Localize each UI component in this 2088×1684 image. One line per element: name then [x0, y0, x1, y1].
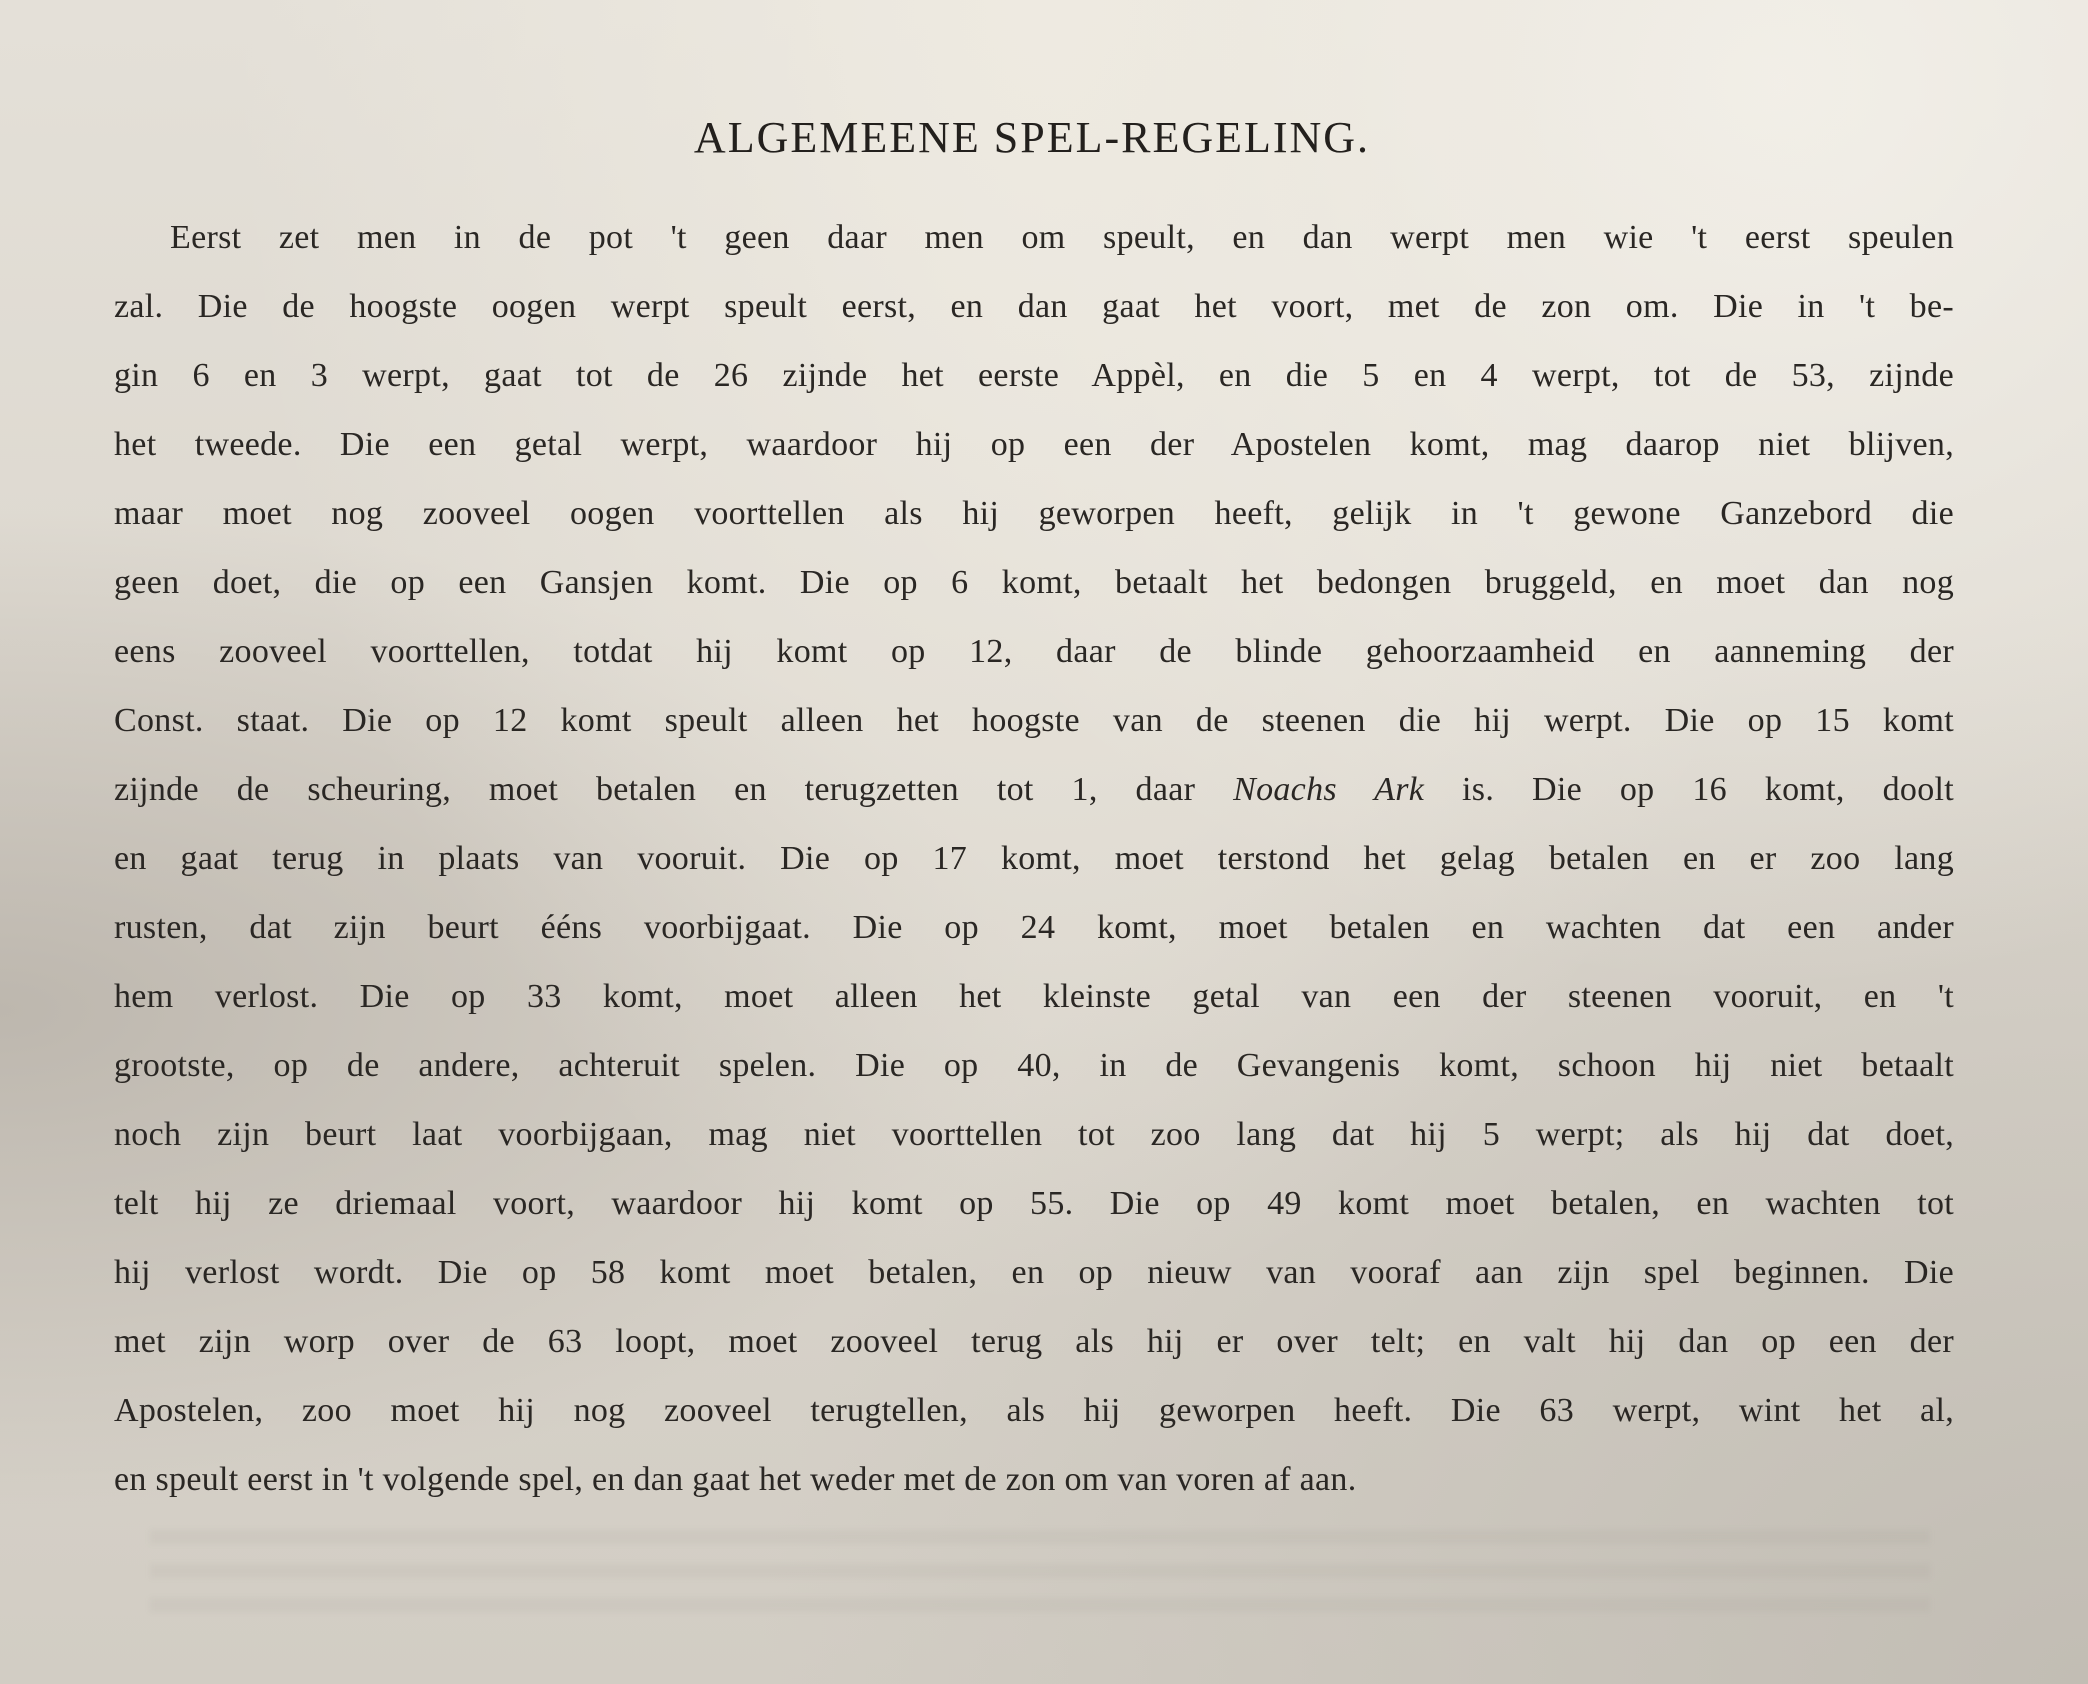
text-line: rusten, dat zijn beurt ééns voorbijgaat. Die op 24 komt, moet betalen en wachten dat een ander — [114, 909, 1954, 946]
text-line: en speult eerst in 't volgende spel, en dan gaat het weder met de zon om van voren af aan. — [114, 1461, 1357, 1498]
text-line: Apostelen, zoo moet hij nog zooveel terugtellen, als hij geworpen heeft. Die 63 werpt, wint het al, — [114, 1392, 1954, 1429]
text-line: en gaat terug in plaats van vooruit. Die op 17 komt, moet terstond het gelag betalen en er zoo lang — [114, 840, 1954, 877]
text-line: maar moet nog zooveel oogen voorttellen als hij geworpen heeft, gelijk in 't gewone Ganzebord die — [114, 495, 1954, 532]
text-line: hij verlost wordt. Die op 58 komt moet betalen, en op nieuw van vooraf aan zijn spel beginnen. Die — [114, 1254, 1954, 1291]
text-line: zal. Die de hoogste oogen werpt speult eerst, en dan gaat het voort, met de zon om. Die in 't be- — [114, 288, 1954, 325]
text-line: telt hij ze driemaal voort, waardoor hij komt op 55. Die op 49 komt moet betalen, en wachten tot — [114, 1185, 1954, 1222]
text-line: hem verlost. Die op 33 komt, moet alleen het kleinste getal van een der steenen vooruit, en 't — [114, 978, 1954, 1015]
text-line: met zijn worp over de 63 loopt, moet zooveel terug als hij er over telt; en valt hij dan op een der — [114, 1323, 1954, 1360]
text-line: noch zijn beurt laat voorbijgaan, mag niet voorttellen tot zoo lang dat hij 5 werpt; als hij dat doet, — [114, 1116, 1954, 1153]
page-title: ALGEMEENE SPEL-REGELING. — [693, 113, 1371, 162]
text-line: zijnde de scheuring, moet betalen en terugzetten tot 1, daar Noachs Ark is. Die op 16 komt, doolt — [114, 771, 1954, 808]
text-line: Eerst zet men in de pot 't geen daar men om speult, en dan werpt men wie 't eerst speulen — [170, 219, 1954, 256]
show-through-text — [150, 1530, 1930, 1620]
rules-paragraph — [114, 212, 1954, 1523]
text-line: eens zooveel voorttellen, totdat hij komt op 12, daar de blinde gehoorzaamheid en aanneming der — [114, 633, 1954, 670]
text-line: gin 6 en 3 werpt, gaat tot de 26 zijnde het eerste Appèl, en die 5 en 4 werpt, tot de 53, zijnde — [114, 357, 1954, 394]
italic-phrase: Noachs Ark — [1233, 771, 1425, 808]
text-line: geen doet, die op een Gansjen komt. Die op 6 komt, betaalt het bedongen bruggeld, en moet dan nog — [114, 564, 1954, 601]
text-line: Const. staat. Die op 12 komt speult alleen het hoogste van de steenen die hij werpt. Die op 15 komt — [114, 702, 1954, 739]
text-line: grootste, op de andere, achteruit spelen. Die op 40, in de Gevangenis komt, schoon hij niet betaalt — [114, 1047, 1954, 1084]
text-line: het tweede. Die een getal werpt, waardoor hij op een der Apostelen komt, mag daarop niet blijven, — [114, 426, 1954, 463]
